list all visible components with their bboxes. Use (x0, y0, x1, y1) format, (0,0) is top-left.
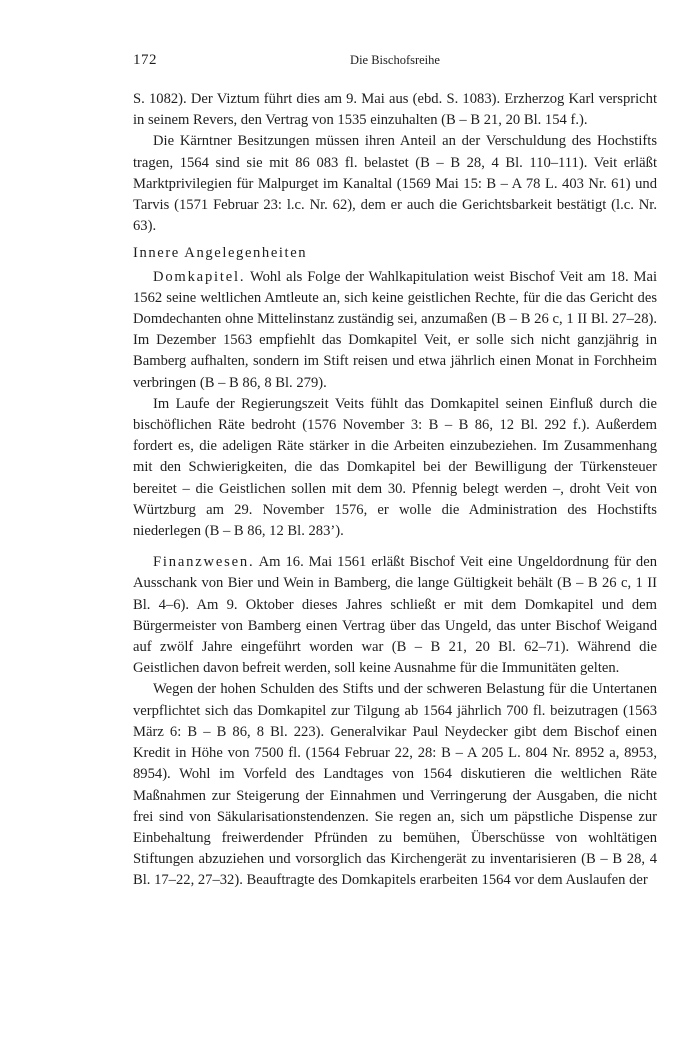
section-heading: Innere Angelegenheiten (133, 245, 308, 262)
paragraph-finanzwesen (133, 552, 657, 679)
paragraph-2: Die Kärntner Besitzungen müssen ihren Anteil an der Verschuldung des Hochstifts tragen, 1564 sind sie mit 86 083 fl. belastet (B – B 28, 4 Bl. 110–111). Veit erläßt Marktprivilegien für Malpurget im Kanaltal (1569 Mai 15: B – A 78 L. 403 Nr. 61) und Tarvis (1571 Februar 23: l.c. Nr. 62), dem er auch die Gerichtsbarkeit bestätigt (l.c. Nr. 63). (133, 133, 657, 235)
paragraph-finanzwesen-text: Am 16. Mai 1561 erläßt Bischof Veit eine Ungeldordnung für den Ausschank von Bier und Wein in Bamberg, die lange Gültigkeit behält (B – B 26 c, 1 II Bl. 4–6). Am 9. Oktober dieses Jahres schließt er mit dem Domkapitel und dem Bürgermeister von Bamberg einen Vertrag über das Ungeld, das unter Bischof Weigand auf zwölf Jahre eingeführt worden war (B – B 21, 20 Bl. 62–71). Während die Geistlichen davon befreit werden, soll keine Ausnahme für die Immunitäten gelten. (133, 554, 657, 677)
book-page (133, 52, 657, 892)
paragraph-6: Wegen der hohen Schulden des Stifts und der schweren Belastung für die Untertanen verpflichtet sich das Domkapitel zur Tilgung ab 1564 jährlich 700 fl. beizutragen (1563 März 6: B – B 86, 8 Bl. 223). Generalvikar Paul Neydecker gibt dem Bischof einen Kredit in Höhe von 7500 fl. (1564 Februar 22, 28: B – A 205 L. 804 Nr. 8952 a, 8953, 8954). Wohl im Vorfeld des Landtages von 1564 diskutieren die weltlichen Räte Maßnahmen zur Steigerung der Einnahmen und Verringerung der Ausgaben, die nicht frei sind von Säkularisationstendenzen. Sie regen an, sich um päpstliche Dispense zur Einbehaltung freiwerdender Pfründen zu bemühen, Überschüsse von wohltätigen Stiftungen abzuziehen und vorsorglich das Kirchengerät zu inventarisieren (B – B 28, 4 Bl. 17–22, 27–32). Beauftragte des Domkapitels erarbeiten 1564 vor dem Auslaufen der (133, 681, 657, 889)
paragraph-lead-domkapitel: Domkapitel. (153, 268, 246, 285)
paragraph-4: Im Laufe der Regierungszeit Veits fühlt das Domkapitel seinen Einfluß durch die bischöflichen Räte bedroht (1576 November 3: B – B 86, 12 Bl. 292 f.). Außerdem fordert es, die adeligen Räte stärker in die Arbeiten einzubeziehen. Im Zusammenhang mit den Schwierigkeiten, die das Domkapitel bei der Bewilligung der Türkensteuer bereitet – die Geistlichen sollen mit dem 30. Pfennig belegt werden –, droht Veit von Würtzburg am 29. November 1576, er wolle die Administration des Hochstifts niederlegen (B – B 86, 12 Bl. 283’). (133, 395, 657, 540)
body-text (133, 89, 657, 892)
running-title: Die Bischofsreihe (350, 53, 440, 67)
page-number: 172 (133, 52, 157, 68)
paragraph-domkapitel-text: Wohl als Folge der Wahlkapitulation weist Bischof Veit am 18. Mai 1562 seine weltlichen Amtleute an, sich keine geistlichen Rechte, für die das Gericht des Domdechanten ohne Mittelinstanz zuständig sei, anzumaßen (B – B 26 c, 1 II Bl. 27–28). Im Dezember 1563 empfiehlt das Domkapitel Veit, er solle sich nicht ganzjährig in Bamberg aufhalten, sondern im Stift reisen und etwa jährlich einen Monat in Forchheim verbringen (B – B 86, 8 Bl. 279). (133, 268, 657, 391)
paragraph-domkapitel (133, 267, 657, 394)
paragraph-1: S. 1082). Der Viztum führt dies am 9. Mai aus (ebd. S. 1083). Erzherzog Karl verspricht in seinem Revers, den Vertrag von 1535 einzuhalten (B – B 21, 20 Bl. 154 f.). (133, 91, 657, 129)
paragraph-lead-finanzwesen: Finanzwesen. (153, 554, 255, 571)
running-head (133, 52, 657, 74)
